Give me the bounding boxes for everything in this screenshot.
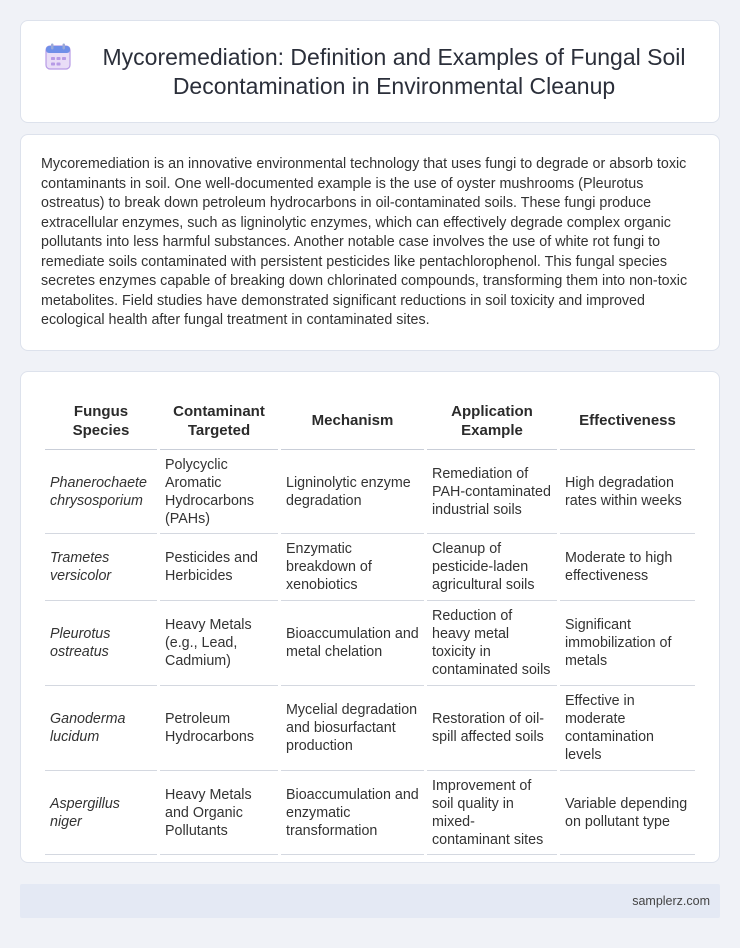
table-header-row: [45, 392, 695, 450]
table-row: [45, 771, 695, 855]
cell-application: Remediation of PAH-contaminated industrial soils: [427, 450, 557, 534]
page-title: Mycoremediation: Definition and Examples of Fungal Soil Decontamination in Environmental Cleanup: [102, 43, 686, 99]
cell-species: Ganoderma lucidum: [45, 686, 157, 771]
footer-site-link[interactable]: samplerz.com: [632, 894, 710, 908]
header-effectiveness: Effectiveness: [560, 392, 695, 450]
cell-mechanism: Bioaccumulation and metal chelation: [281, 601, 424, 686]
intro-card: [20, 134, 720, 351]
cell-effectiveness: High degradation rates within weeks: [560, 450, 695, 534]
calendar-icon: [45, 43, 71, 71]
cell-contaminant: Heavy Metals and Organic Pollutants: [160, 771, 278, 855]
header-fungus-species: Fungus Species: [45, 392, 157, 450]
table-row: [45, 534, 695, 601]
cell-application: Reduction of heavy metal toxicity in contaminated soils: [427, 601, 557, 686]
footer: [20, 884, 720, 918]
cell-application: Restoration of oil-spill affected soils: [427, 686, 557, 771]
cell-effectiveness: Significant immobilization of metals: [560, 601, 695, 686]
header-application-example: Application Example: [427, 392, 557, 450]
cell-contaminant: Pesticides and Herbicides: [160, 534, 278, 601]
cell-mechanism: Bioaccumulation and enzymatic transformation: [281, 771, 424, 855]
cell-application: Improvement of soil quality in mixed-contaminant sites: [427, 771, 557, 855]
intro-paragraph: Mycoremediation is an innovative environmental technology that uses fungi to degrade or absorb toxic contaminants in soil. One well-documented example is the use of oyster mushrooms (Pleurotus ostreatus) to break down petroleum hydrocarbons in oil-contaminated soils. These fungi produce extracellular enzymes, such as ligninolytic enzymes, which can effectively degrade complex organic pollutants into less harmful substances. Another notable case involves the use of white rot fungi to remediate soils contaminated with persistent pesticides like pentachlorophenol. This fungal species secretes enzymes capable of breaking down chlorinated compounds, transforming them into non-toxic metabolites. Field studies have demonstrated significant reductions in soil toxicity and improved ecological health after fungal treatment in contaminated sites.: [41, 156, 688, 328]
table-row: [45, 686, 695, 771]
cell-mechanism: Enzymatic breakdown of xenobiotics: [281, 534, 424, 601]
cell-species: Pleurotus ostreatus: [45, 601, 157, 686]
cell-species: Aspergillus niger: [45, 771, 157, 855]
cell-application: Cleanup of pesticide-laden agricultural soils: [427, 534, 557, 601]
fungus-table: [42, 392, 698, 855]
cell-effectiveness: Variable depending on pollutant type: [560, 771, 695, 855]
cell-contaminant: Petroleum Hydrocarbons: [160, 686, 278, 771]
table-row: [45, 601, 695, 686]
cell-contaminant: Heavy Metals (e.g., Lead, Cadmium): [160, 601, 278, 686]
cell-species: Trametes versicolor: [45, 534, 157, 601]
cell-mechanism: Mycelial degradation and biosurfactant production: [281, 686, 424, 771]
cell-species: Phanerochaete chrysosporium: [45, 450, 157, 534]
cell-effectiveness: Moderate to high effectiveness: [560, 534, 695, 601]
cell-contaminant: Polycyclic Aromatic Hydrocarbons (PAHs): [160, 450, 278, 534]
table-card: [20, 371, 720, 863]
cell-effectiveness: Effective in moderate contamination levels: [560, 686, 695, 771]
header-mechanism: Mechanism: [281, 392, 424, 450]
cell-mechanism: Ligninolytic enzyme degradation: [281, 450, 424, 534]
header-card: [20, 20, 720, 123]
table-row: [45, 450, 695, 534]
header-contaminant-targeted: Contaminant Targeted: [160, 392, 278, 450]
